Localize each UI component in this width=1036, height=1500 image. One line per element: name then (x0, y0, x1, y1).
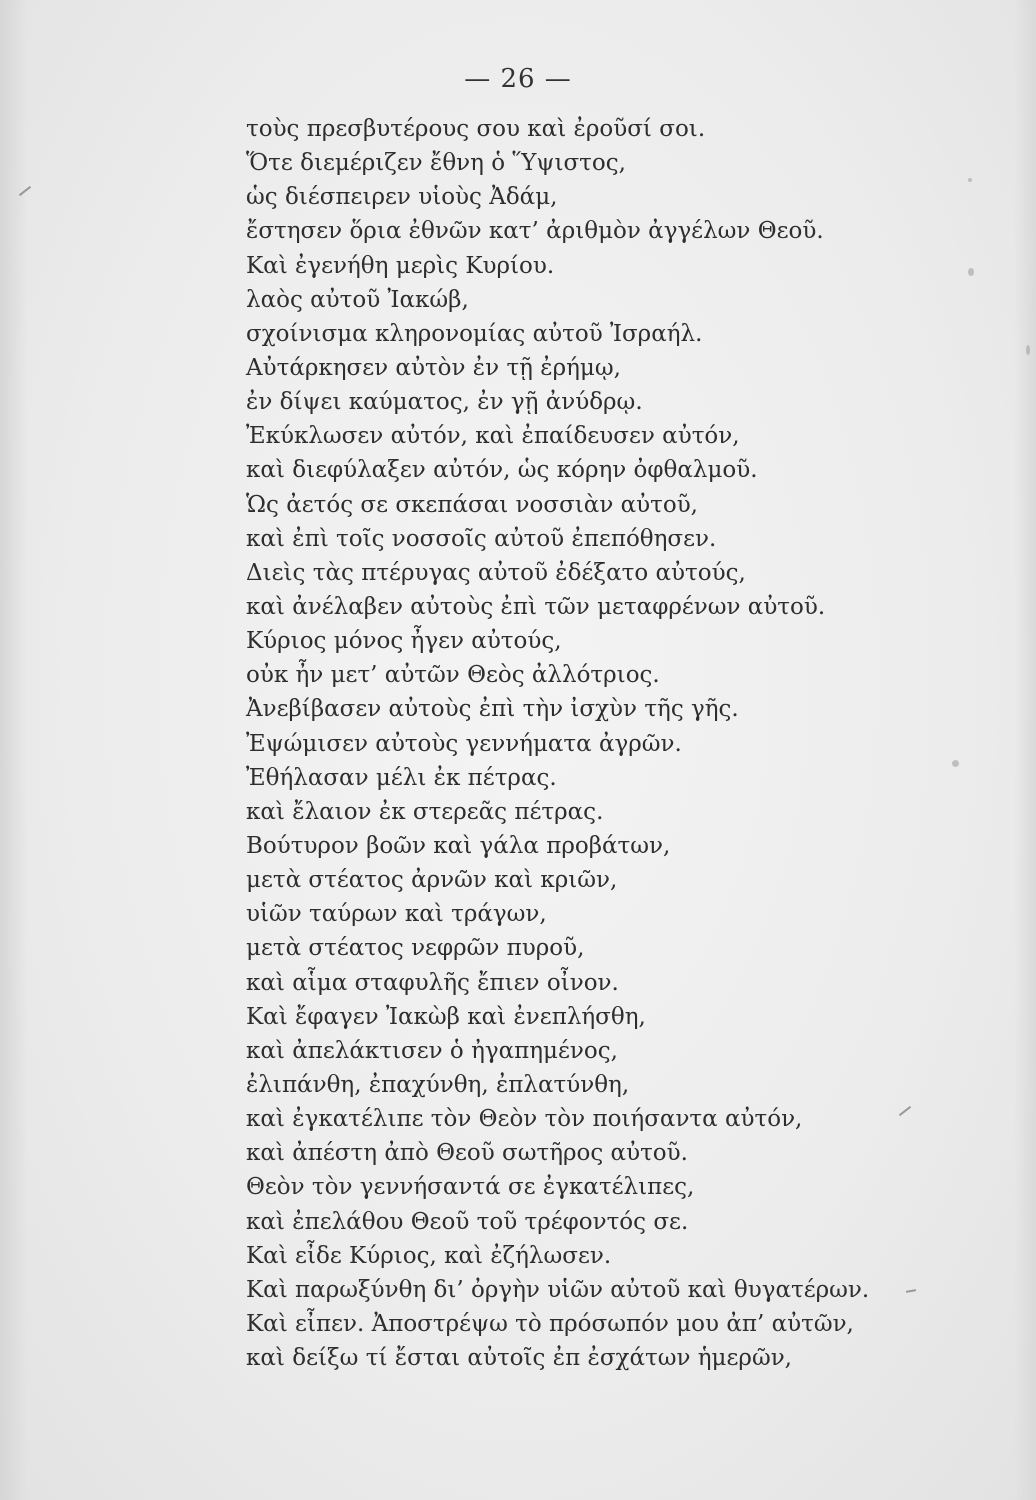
verse-line: καὶ ἀνέλαβεν αὐτοὺς ἐπὶ τῶν μεταφρένων αὐτοῦ. (246, 593, 826, 620)
verse-text-block (246, 112, 906, 1375)
verse-line: ἔστησεν ὅρια ἐθνῶν κατ’ ἀριθμὸν ἀγγέλων Θεοῦ. (246, 218, 824, 245)
verse-line: Θεὸν τὸν γεννήσαντά σε ἐγκατέλιπες, (246, 1174, 695, 1201)
verse-line: λαὸς αὐτοῦ Ἰακώβ, (246, 286, 469, 313)
verse-line: καὶ διεφύλαξεν αὐτόν, ὡς κόρην ὀφθαλμοῦ. (246, 457, 758, 484)
verse-line: Ὅτε διεμέριζεν ἔθνη ὁ Ὕψιστος, (246, 150, 626, 177)
verse-line: καὶ δείξω τί ἔσται αὐτοῖς ἐπ ἐσχάτων ἡμερῶν, (246, 1345, 792, 1372)
verse-line: οὐκ ἦν μετ’ αὐτῶν Θεὸς ἀλλότριος. (246, 662, 660, 689)
verse-line: Ἀνεβίβασεν αὐτοὺς ἐπὶ τὴν ἰσχὺν τῆς γῆς. (246, 696, 739, 723)
verse-line: Ὡς ἀετός σε σκεπάσαι νοσσιὰν αὐτοῦ, (246, 491, 698, 518)
verse-line: Βούτυρον βοῶν καὶ γάλα προβάτων, (246, 832, 671, 859)
page-edge-shadow-right (1014, 0, 1036, 1500)
verse-line: καὶ αἷμα σταφυλῆς ἔπιεν οἶνον. (246, 969, 619, 996)
page-edge-shadow-left (0, 0, 28, 1500)
verse-line: καὶ ἀπέστη ἀπὸ Θεοῦ σωτῆρος αὐτοῦ. (246, 1140, 688, 1167)
scan-speck (952, 760, 959, 767)
verse-line: Ἐψώμισεν αὐτοὺς γεννήματα ἀγρῶν. (246, 730, 682, 757)
verse-line: Καὶ ἔφαγεν Ἰακὼβ καὶ ἐνεπλήσθη, (246, 1003, 646, 1030)
verse-line: καὶ ἐπὶ τοῖς νοσσοῖς αὐτοῦ ἐπεπόθησεν. (246, 525, 717, 552)
margin-mark (906, 1289, 916, 1293)
verse-line: Καὶ εἶπεν. Ἀποστρέψω τὸ πρόσωπόν μου ἀπ’ αὐτῶν, (246, 1310, 854, 1337)
verse-line: Διεὶς τὰς πτέρυγας αὐτοῦ ἐδέξατο αὐτούς, (246, 559, 746, 586)
verse-line: Καὶ παρωξύνθη δι’ ὀργὴν υἱῶν αὐτοῦ καὶ θυγατέρων. (246, 1276, 870, 1303)
verse-line: υἱῶν ταύρων καὶ τράγων, (246, 901, 547, 928)
verse-line: Ἐθήλασαν μέλι ἐκ πέτρας. (246, 764, 557, 791)
verse-line: καὶ ἐπελάθου Θεοῦ τοῦ τρέφοντός σε. (246, 1208, 689, 1235)
verse-line: μετὰ στέατος νεφρῶν πυροῦ, (246, 935, 585, 962)
scan-speck (968, 268, 974, 276)
verse-line: καὶ ἀπελάκτισεν ὁ ἠγαπημένος, (246, 1037, 618, 1064)
verse-line: τοὺς πρεσβυτέρους σου καὶ ἐροῦσί σοι. (246, 116, 706, 142)
verse-line: Καὶ εἶδε Κύριος, καὶ ἐζήλωσεν. (246, 1242, 612, 1269)
verse-line: ὡς διέσπειρεν υἱοὺς Ἀδάμ, (246, 184, 558, 211)
verse-line: μετὰ στέατος ἀρνῶν καὶ κριῶν, (246, 867, 618, 894)
verse-line: Αὐτάρκησεν αὐτὸν ἐν τῇ ἐρήμῳ, (246, 354, 621, 381)
scan-speck (1026, 345, 1030, 355)
verse-line: Καὶ ἐγενήθη μερὶς Κυρίου. (246, 252, 555, 279)
verse-line: καὶ ἔλαιον ἐκ στερεᾶς πέτρας. (246, 798, 604, 825)
verse-line: Κύριος μόνος ἦγεν αὐτούς, (246, 628, 562, 655)
page-number: — 26 — (464, 64, 572, 94)
scan-speck (968, 178, 972, 182)
verse-line: ἐλιπάνθη, ἐπαχύνθη, ἐπλατύνθη, (246, 1071, 630, 1098)
verse-line: σχοίνισμα κληρονομίας αὐτοῦ Ἰσραήλ. (246, 320, 703, 347)
verse-line: ἐν δίψει καύματος, ἐν γῇ ἀνύδρῳ. (246, 389, 643, 416)
verse-line: καὶ ἐγκατέλιπε τὸν Θεὸν τὸν ποιήσαντα αὐτόν, (246, 1106, 803, 1133)
verse-line: Ἐκύκλωσεν αὐτόν, καὶ ἐπαίδευσεν αὐτόν, (246, 423, 740, 450)
